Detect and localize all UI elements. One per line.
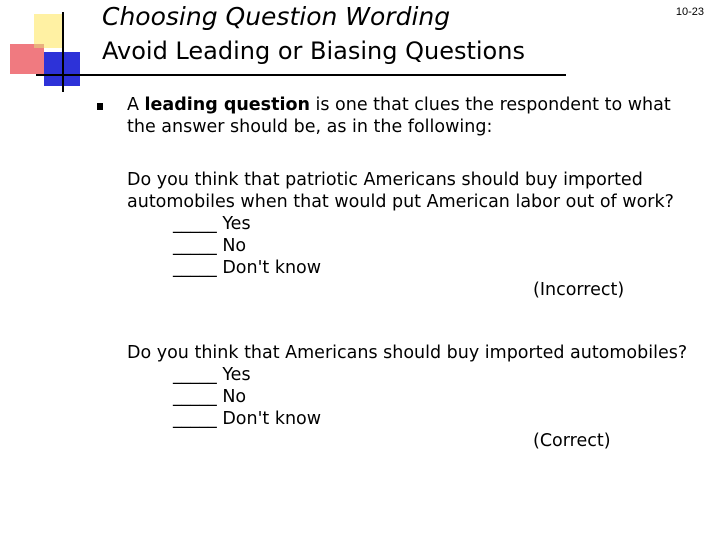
example-neutral [127, 342, 702, 452]
slide-subtitle: Avoid Leading or Biasing Questions [102, 37, 525, 65]
example-question-text: Do you think that Americans should buy imported automobiles? [127, 343, 688, 363]
overlap-decoration [34, 44, 44, 48]
title-underline [36, 74, 566, 76]
example-leading [127, 169, 702, 301]
slide-body [127, 94, 702, 452]
bullet-square-icon [97, 103, 103, 110]
verdict-label: (Correct) [533, 431, 611, 451]
answer-option-no: _____ No [173, 387, 247, 407]
slide-title: Choosing Question Wording [102, 2, 451, 31]
answer-option-no: _____ No [173, 236, 247, 256]
answer-option-yes: _____ Yes [173, 214, 251, 234]
answer-option-dont-know: _____ Don't know [173, 409, 322, 429]
red-square-decoration [10, 44, 44, 74]
bullet-text-rest: is one that clues the respondent to what the answer should be, as in the following: [127, 95, 671, 137]
bold-term: leading question [144, 95, 310, 115]
example-question-text: Do you think that patriotic Americans should buy imported automobiles when that would put American labor out of work? [127, 170, 674, 212]
bullet-text-lead: A [127, 95, 145, 115]
bullet-text [127, 94, 702, 138]
vertical-rule [62, 12, 64, 92]
answer-option-dont-know: _____ Don't know [173, 258, 322, 278]
verdict-label: (Incorrect) [533, 280, 625, 300]
yellow-square-decoration [34, 14, 64, 48]
answer-option-yes: _____ Yes [173, 365, 251, 385]
slide-number: 10-23 [675, 6, 704, 18]
